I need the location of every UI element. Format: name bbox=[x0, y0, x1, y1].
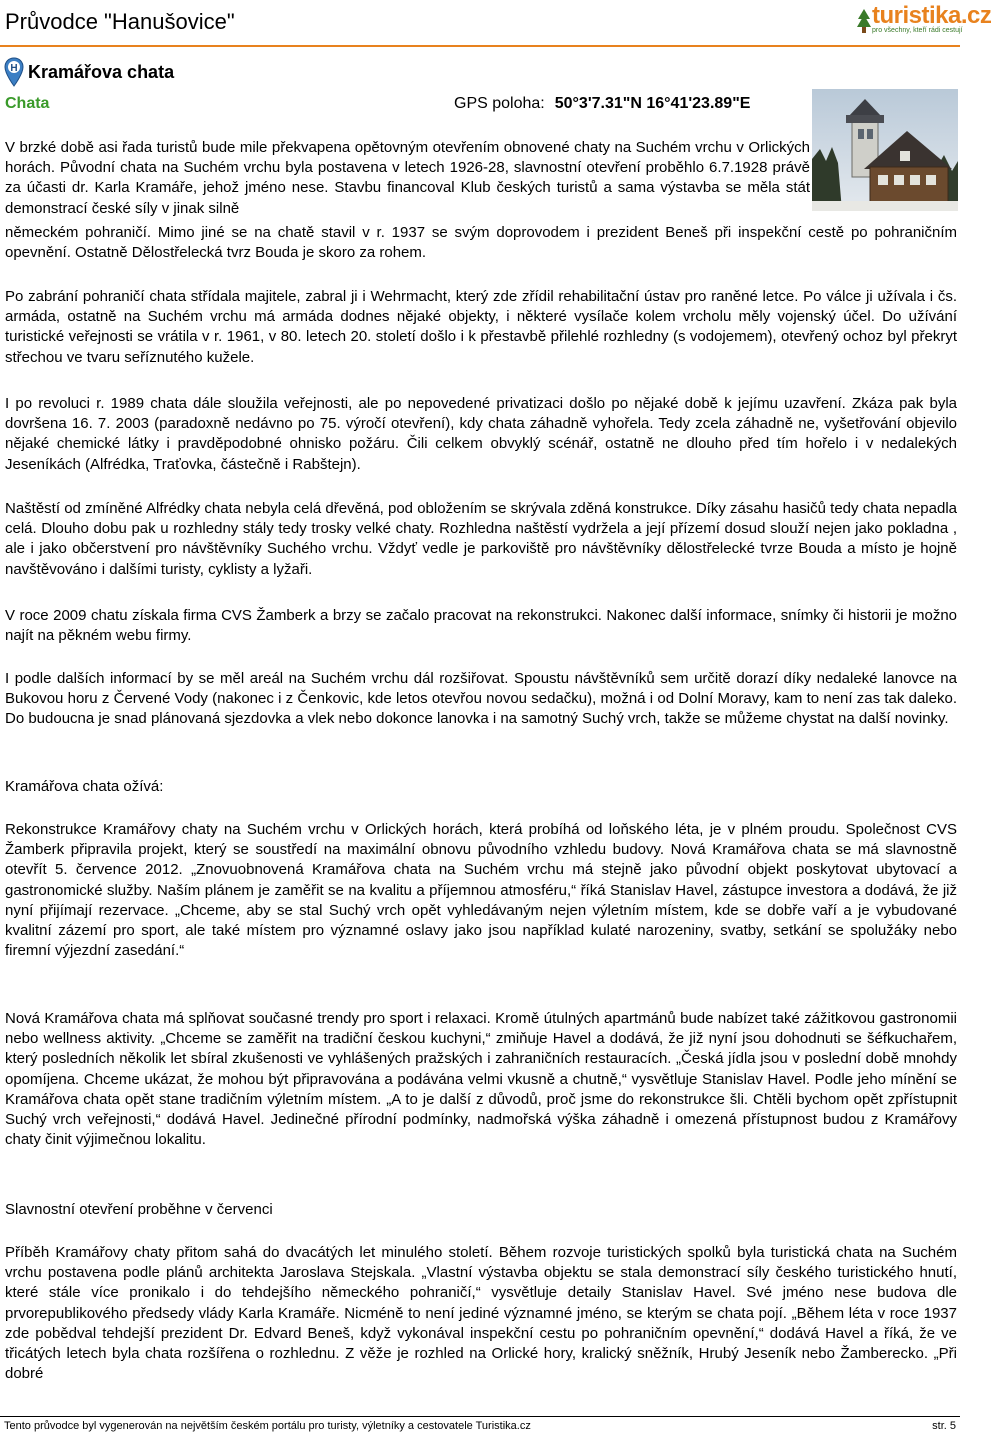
heading-slavnostni-otevreni: Slavnostní otevření proběhne v červenci bbox=[5, 1201, 273, 1218]
paragraph-4: I po revoluci r. 1989 chata dále sloužila veřejnosti, ale po nepovedené privatizaci došlo po nějaké době k jejímu uzavření. Zkáza pak byla dovršena 16. 7. 2003 (paradoxně nedávno po 75. výročí otevření), kdy chata záhadně vyhořela. Tedy zcela záhadně ne, vyšetřování objevilo nějaké chemické látky i pravděpodobné ohnisko požáru. Čili celkem obvyklý scénář, ostatně ne dlouho před tím hořelo i v nedalekých Jeseníkách (Alfrédka, Traťovka, částečně i Rabštejn). bbox=[5, 395, 957, 473]
gps-position bbox=[454, 95, 750, 113]
section-heading-2 bbox=[5, 1200, 957, 1220]
paragraph-5: Naštěstí od zmíněné Alfrédky chata nebyla celá dřevěná, pod obložením se skrývala zděná konstrukce. Díky zásahu hasičů tedy chata nepadla celá. Dlouho dobu pak u rozhledny stály tedy trosky velké chaty. Rozhledna naštěstí vydržela a její přízemí dosud slouží nejen jako pokladna , ale i jako občerstvení pro návštěvníky Suchého vrchu. Vždyť vedle je parkoviště pro návštěvníky dělostřelecké tvrze Bouda a místo je hojně navštěvováno i dalšími turisty, cyklisty a lyžaři. bbox=[5, 500, 957, 578]
paragraph-2: německém pohraničí. Mimo jiné se na chatě stavil v r. 1937 se svým doprovodem i prezident Beneš při inspekční cestě po pohraničním opevnění. Ostatně Dělostřelecká tvrz Bouda je skoro za rohem. bbox=[5, 224, 957, 262]
gps-label: GPS poloha: bbox=[454, 95, 545, 112]
page-number: str. 5 bbox=[932, 1420, 956, 1432]
logo-mark-icon bbox=[856, 7, 872, 37]
paragraph-12: Příběh Kramářovy chaty přitom sahá do dvacátých let minulého století. Během rozvoje turistických spolků byla turistická chata na Suchém vrchu postavena podle plánů architekta Jaroslava Stejskala. „Vlastní výstavba objektu se stala demonstrací síly českého turistického hnutí, které stále více pronikalo i do tehdejšího německého pohraničí,“ vysvětluje detaily Stanislav Havel. Své jméno nese budova dle prvorepublikového předsedy vlády Karla Kramáře. Nicméně to není jediné významné jméno, se kterým se chata pojí. „Během léta v roce 1937 zde pobědval tehdejší prezident Dr. Edvard Beneš, když vykonával inspekční cestu po pohraničním opevnění,“ dodává Havel a říká, že ve třicátých letech byla chata rozšířena o rozhlednu. Z věže je rozhled na Orlické hory, kralický sněžník, Hrubý Jeseník nebo Žamberecko. „Při dobré bbox=[5, 1244, 957, 1383]
guide-title: Průvodce "Hanušovice" bbox=[5, 9, 235, 34]
paragraph-intro bbox=[5, 138, 810, 219]
header-divider bbox=[0, 45, 960, 47]
paragraph-block-4 bbox=[5, 394, 957, 475]
paragraph-block-9 bbox=[5, 820, 957, 961]
paragraph-7: I podle dalších informací by se měl areál na Suchém vrchu dál rozšiřovat. Spoustu návštěvníků sem určitě dorazí díky nedaleké lanovce na Bukovou horu z Červené Vody (nakonec i z Čenkovic, kde letos otevřou novou sedačku), možná i od Dolní Moravy, kam to není zas tak daleko. Do budoucna je snad plánovaná sjezdovka a vlek nebo dokonce lanovka i na samotný Suchý vrch, takže se můžeme chystat na další novinky. bbox=[5, 670, 957, 728]
paragraph-block-6 bbox=[5, 606, 957, 646]
map-marker-icon bbox=[4, 57, 24, 87]
logo-tagline: pro všechny, kteří rádi cestují bbox=[872, 27, 963, 34]
svg-text:H: H bbox=[10, 63, 18, 74]
heading-kramarova-oziva: Kramářova chata ožívá: bbox=[5, 778, 164, 795]
paragraph-block-5 bbox=[5, 499, 957, 580]
item-title: Kramářova chata bbox=[28, 62, 175, 82]
gps-value: 50°3'7.31"N 16°41'23.89"E bbox=[554, 95, 751, 112]
paragraph-block-3 bbox=[5, 287, 957, 368]
paragraph-block-7 bbox=[5, 669, 957, 730]
footer-text: Tento průvodce byl vygenerován na největším českém portálu pro turisty, výletníky a cestovatele Turistika.cz bbox=[4, 1420, 531, 1432]
footer-divider bbox=[0, 1416, 960, 1417]
paragraph-1: V brzké době asi řada turistů bude mile překvapena opětovným otevřením obnovené chaty na Suchém vrchu v Orlických horách. Původní chata na Suchém vrchu byla postavena v letech 1926-28, slavnostní otevření proběhlo 6.7.1928 právě za účasti dr. Karla Kramáře, jehož jméno nese. Stavbu financoval Klub českých turistů a sama výstavba se měla stát demonstrací české síly v jinak silně bbox=[5, 139, 810, 217]
paragraph-block-12 bbox=[5, 1243, 957, 1384]
section-heading-1 bbox=[5, 777, 957, 797]
paragraph-block-10 bbox=[5, 1009, 957, 1150]
paragraph-6: V roce 2009 chatu získala firma CVS Žamberk a brzy se začalo pracovat na rekonstrukci. Nakonec další informace, snímky či historii je možno najít na pěkném webu firmy. bbox=[5, 607, 957, 645]
paragraph-9: Rekonstrukce Kramářovy chaty na Suchém vrchu v Orlických horách, která probíhá od loňského léta, je v plném proudu. Společnost CVS Žamberk připravila projekt, který se soustředí na maximální obnovu původního vzhledu budovy. Nová Kramářova chata se má slavnostně otevřít 5. července 2012. „Znovuobnovená Kramářova chata na Suchém vrchu má stejně jako původní objekt poskytovat ubytovací a gastronomické služby. Naším plánem je zaměřit se na kvalitu a příjemnou atmosféru,“ říká Stanislav Havel, zástupce investora a dodává, že již nyní přijímají rezervace. „Chceme, aby se stal Suchý vrch opět vyhledávaným nejen výletním místem, kde se dobře vaří a je vybudované kvalitní zázemí pro sport, ale také místem pro významné oslavy jako jsou například kulaté narozeniny, svatby, setkání se spolužáky nebo firemní výjezdní zasedání.“ bbox=[5, 821, 957, 960]
category-label: Chata bbox=[5, 95, 50, 112]
paragraph-10: Nová Kramářova chata má splňovat současné trendy pro sport i relaxaci. Kromě útulných apartmánů bude nabízet také zážitkovou gastronomii nebo wellness aktivity. „Chceme se zaměřit na tradiční českou kuchyni,“ zmiňuje Havel a dodává, že již nyní jsou dohodnuti se šéfkuchařem, který posledních několik let sbíral zkušenosti ve vyhlášených pražských i zahraničních restauracích. „Česká jídla jsou v poslední době mnohdy opomíjena. Chceme ukázat, že mohou být připravována a podávána velmi vkusně a chutně,“ vysvětluje Stanislav Havel. Podle jeho mínění se Kramářova chata opět stane tradičním výletním místem. „A to je další z důvodů, proč jsme do rekonstrukce šli. Chtěli bychom opět zpřístupnit Suchý vrch veřejnosti,“ dodává Havel. Jedinečné přírodní podmínky, nadmořská výška záhadně i omezená přístupnost budou z Kramářovy chaty činit výjimečnou lokalitu. bbox=[5, 1010, 957, 1149]
paragraph-block-2 bbox=[5, 223, 957, 263]
paragraph-3: Po zabrání pohraničí chata střídala majitele, zabral ji i Wehrmacht, který zde zřídil rehabilitační ústav pro raněné letce. Po válce ji užívala i čs. armáda, ostatně na Suchém vrchu má armáda dodnes nějaké objekty, i některé vysílače kolem vrcholu měly vojenský účel. Do užívání turistické veřejnosti se vrátila v r. 1961, v 80. letech 20. století došlo i k přestavbě přilehlé rozhledny (s vodojemem), otevřený ochoz byl překryt střechou ve tvaru seříznutého kužele. bbox=[5, 288, 957, 366]
page-header bbox=[0, 0, 991, 46]
logo-text: turistika.cz bbox=[872, 2, 991, 29]
cottage-tower-photo bbox=[812, 89, 958, 211]
turistika-logo[interactable] bbox=[856, 2, 991, 42]
